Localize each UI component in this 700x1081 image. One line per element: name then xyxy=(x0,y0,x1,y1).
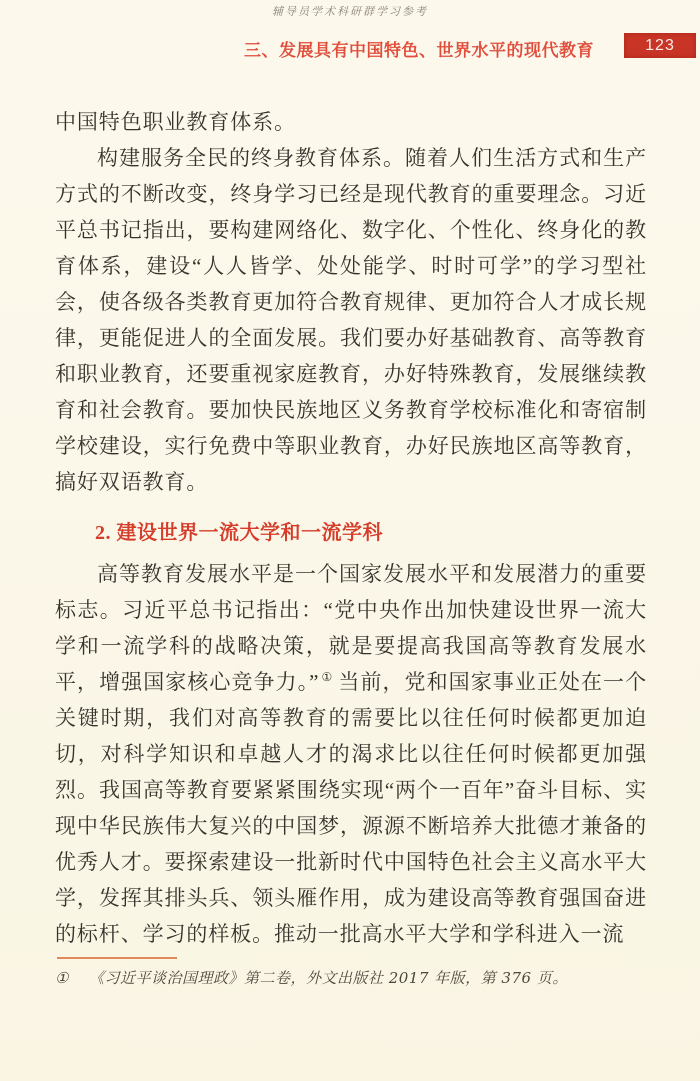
footnote xyxy=(55,967,647,989)
chapter-title: 三、发展具有中国特色、世界水平的现代教育 xyxy=(244,41,594,60)
page-body xyxy=(55,104,647,989)
body-paragraph-continued: 中国特色职业教育体系。 xyxy=(55,110,296,134)
body-paragraph xyxy=(55,556,647,952)
footnote-marker: ① xyxy=(55,969,69,987)
footnote-reference: ① xyxy=(321,670,333,684)
footnote-separator xyxy=(57,957,177,959)
footnote-text: 《习近平谈治国理政》第二卷，外文出版社 2017 年版，第 376 页。 xyxy=(88,969,568,987)
section-heading: 2. 建设世界一流大学和一流学科 xyxy=(95,522,383,544)
page-number-badge: 123 xyxy=(624,33,696,58)
paragraph-text: 高等教育发展水平是一个国家发展水平和发展潜力的重要标志。习近平总书记指出：“党中央作出加快建设世界一流大学和一流学科的战略决策，就是要提高我国高等教育发展水平，增强国家核心竞争力。” xyxy=(55,562,647,694)
masthead-text: 辅导员学术科研群学习参考 xyxy=(272,5,428,18)
paragraph-text: 当前，党和国家事业正处在一个关键时期，我们对高等教育的需要比以往任何时候都更加迫切，对科学知识和卓越人才的渴求比以往任何时候都更加强烈。我国高等教育要紧紧围绕实现“两个一百年”奋斗目标、实现中华民族伟大复兴的中国梦，源源不断培养大批德才兼备的优秀人才。要探索建设一批新时代中国特色社会主义高水平大学，发挥其排头兵、领头雁作用，成为建设高等教育强国奋进的标杆、学习的样板。推动一批高水平大学和学科进入一流 xyxy=(55,670,647,946)
body-paragraph: 构建服务全民的终身教育体系。随着人们生活方式和生产方式的不断改变，终身学习已经是现代教育的重要理念。习近平总书记指出，要构建网络化、数字化、个性化、终身化的教育体系，建设“人人皆学、处处能学、时时可学”的学习型社会，使各级各类教育更加符合教育规律、更加符合人才成长规律，更能促进人的全面发展。我们要办好基础教育、高等教育和职业教育，还要重视家庭教育，办好特殊教育，发展继续教育和社会教育。要加快民族地区义务教育学校标准化和寄宿制学校建设，实行免费中等职业教育，办好民族地区高等教育，搞好双语教育。 xyxy=(55,146,647,494)
